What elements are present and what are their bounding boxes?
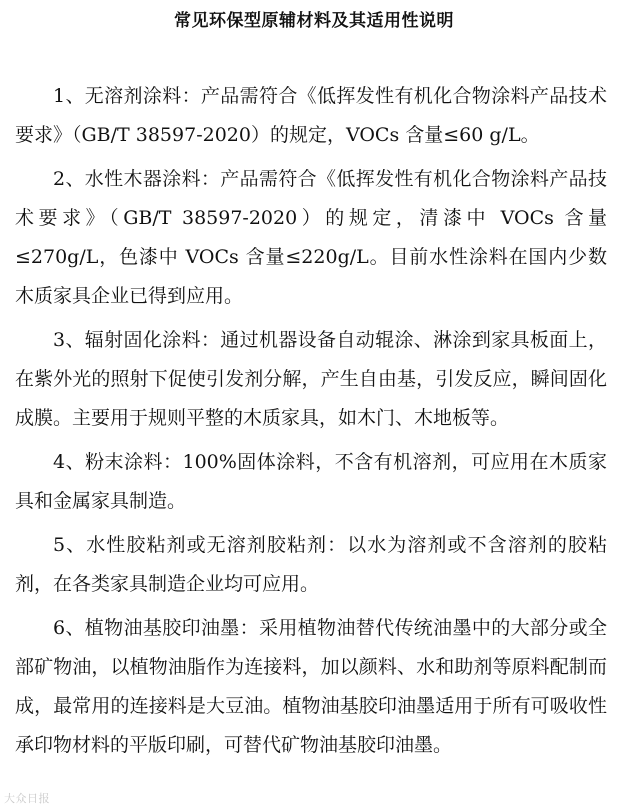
document-body	[15, 77, 607, 765]
paragraph-4	[15, 443, 607, 521]
paragraph-5	[15, 526, 607, 604]
paragraph-text: 无溶剂涂料：产品需符合《低挥发性有机化合物涂料产品技术要求》（GB/T 38597-2020）的规定，VOCs 含量≤60 g/L。	[15, 85, 607, 146]
watermark: 大众日报	[4, 792, 50, 805]
paragraph-text: 植物油基胶印油墨：采用植物油替代传统油墨中的大部分或全部矿物油，以植物油脂作为连接料，加以颜料、水和助剂等原料配制而成，最常用的连接料是大豆油。植物油基胶印油墨适用于所有可吸收性承印物材料的平版印刷，可替代矿物油基胶印油墨。	[15, 617, 607, 756]
paragraph-2	[15, 160, 607, 316]
paragraph-number: 2、	[53, 168, 85, 190]
paragraph-1	[15, 77, 607, 155]
paragraph-text: 水性胶粘剂或无溶剂胶粘剂：以水为溶剂或不含溶剂的胶粘剂，在各类家具制造企业均可应用。	[15, 534, 607, 595]
paragraph-text: 水性木器涂料：产品需符合《低挥发性有机化合物涂料产品技术要求》（GB/T 38597-2020）的规定，清漆中 VOCs 含量≤270g/L，色漆中 VOCs 含量≤220g/L。目前水性涂料在国内少数木质家具企业已得到应用。	[15, 168, 607, 307]
paragraph-text: 粉末涂料：100%固体涂料，不含有机溶剂，可应用在木质家具和金属家具制造。	[15, 451, 607, 512]
paragraph-text: 辐射固化涂料：通过机器设备自动辊涂、淋涂到家具板面上，在紫外光的照射下促使引发剂分解，产生自由基，引发反应，瞬间固化成膜。主要用于规则平整的木质家具，如木门、木地板等。	[15, 329, 607, 429]
paragraph-6	[15, 609, 607, 765]
paragraph-number: 6、	[53, 617, 85, 639]
paragraph-number: 1、	[53, 85, 85, 107]
paragraph-number: 3、	[53, 329, 85, 351]
document-title: 常见环保型原辅材料及其适用性说明	[174, 11, 454, 31]
paragraph-number: 4、	[53, 451, 86, 473]
paragraph-number: 5、	[53, 534, 87, 556]
paragraph-3	[15, 321, 607, 438]
